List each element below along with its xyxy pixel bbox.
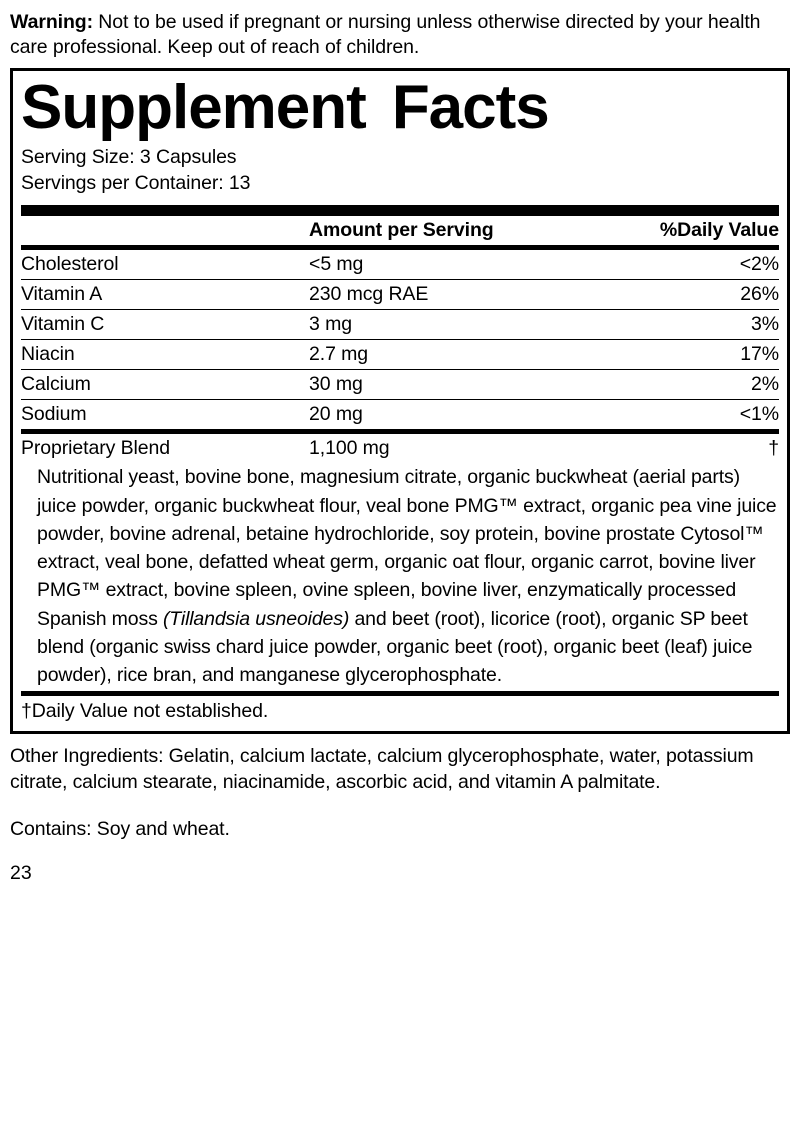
nutrient-amount: 30 mg: [309, 370, 597, 400]
nutrient-name: Niacin: [21, 340, 309, 370]
table-row: [21, 434, 779, 463]
daily-value-note: †Daily Value not established.: [21, 700, 269, 723]
header-amount-per-serving: Amount per Serving: [309, 219, 494, 242]
blend-dv: †: [768, 437, 779, 460]
warning-label: Warning:: [10, 11, 93, 33]
page-title: [21, 72, 779, 142]
proprietary-blend-row: [21, 434, 779, 463]
divider-thick-top: [21, 205, 779, 216]
blend-ingredient-list: [21, 463, 779, 691]
nutrient-rows: [21, 250, 779, 429]
table-row: [21, 310, 779, 340]
nutrient-dv: <2%: [597, 250, 779, 280]
contains-statement: Contains: Soy and wheat.: [10, 818, 230, 841]
blend-desc-post: and beet (root), licorice (root), organic SP beet blend (organic swiss chard juice powder, organic beet (root), organic beet (leaf) juice powder), rice bran, and manganese glycerophosphate.: [37, 607, 753, 687]
servings-per-container: Servings per Container: 13: [21, 172, 251, 195]
supplement-facts-panel: [10, 68, 790, 735]
nutrient-amount: 2.7 mg: [309, 340, 597, 370]
nutrient-dv: 17%: [597, 340, 779, 370]
other-ingredients: Other Ingredients: Gelatin, calcium lactate, calcium glycerophosphate, water, potassium citrate, calcium stearate, niacinamide, ascorbic acid, and vitamin A palmitate.: [10, 745, 754, 793]
blend-name: Proprietary Blend: [21, 437, 170, 460]
title-supplement: Supplement: [21, 72, 366, 142]
serving-size: Serving Size: 3 Capsules: [21, 146, 237, 169]
blend-amount: 1,100 mg: [309, 437, 390, 460]
nutrient-amount: <5 mg: [309, 250, 597, 280]
nutrient-name: Vitamin A: [21, 280, 309, 310]
warning-text: Not to be used if pregnant or nursing unless otherwise directed by your health care professional. Keep out of reach of children.: [10, 11, 761, 58]
nutrient-amount: 20 mg: [309, 403, 363, 426]
nutrient-name: Cholesterol: [21, 250, 309, 280]
nutrient-dv: 3%: [597, 310, 779, 340]
nutrient-dv: 2%: [597, 370, 779, 400]
nutrient-name: Calcium: [21, 370, 309, 400]
nutrient-dv: 26%: [597, 280, 779, 310]
warning-statement: [10, 10, 790, 60]
nutrient-amount: 230 mcg RAE: [309, 280, 597, 310]
table-row: [21, 370, 779, 400]
table-row: [21, 340, 779, 370]
nutrient-amount: 3 mg: [309, 310, 597, 340]
nutrient-name: Vitamin C: [21, 310, 309, 340]
page-number: 23: [10, 862, 32, 885]
nutrient-dv: <1%: [739, 403, 779, 426]
table-header-row: [21, 216, 779, 245]
table-row: [21, 280, 779, 310]
table-row: [21, 250, 779, 280]
header-daily-value: %Daily Value: [659, 219, 779, 242]
blend-desc-italic: (Tillandsia usneoides): [162, 607, 350, 630]
nutrition-table: [21, 216, 779, 245]
blend-desc-pre: Nutritional yeast, bovine bone, magnesium citrate, organic buckwheat (aerial parts) juice powder, organic buckwheat flour, veal bone PMG™ extract, organic pea vine juice powder, bovine adrenal, betaine hydrochloride, soy protein, bovine prostate Cytosol™ extract, veal bone, defatted wheat germ, organic oat flour, organic carrot, bovine liver PMG™ extract, bovine spleen, ovine spleen, bovine liver, enzymatically processed Spanish moss: [37, 466, 777, 630]
header-nutrient: [21, 216, 309, 245]
title-facts: Facts: [391, 72, 549, 142]
table-row: [21, 400, 779, 430]
nutrient-name: Sodium: [21, 403, 87, 426]
